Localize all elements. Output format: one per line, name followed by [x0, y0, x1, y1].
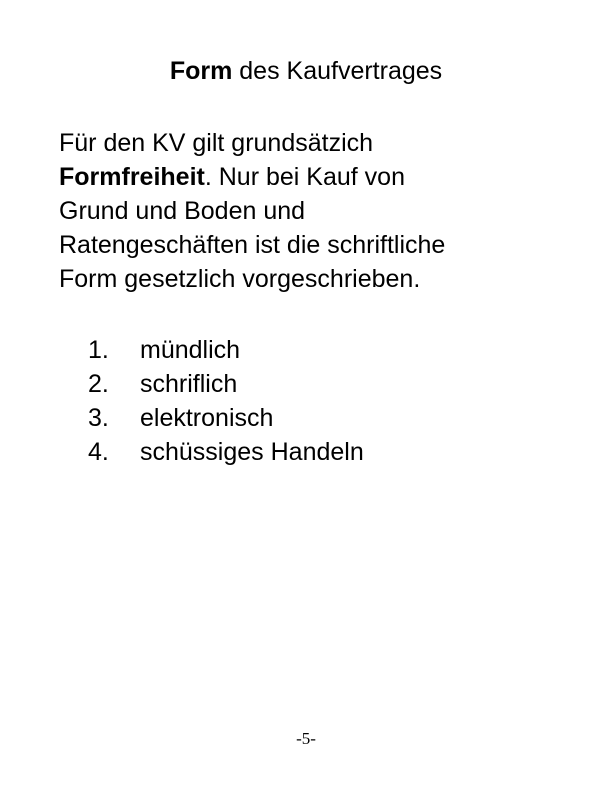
numbered-list [88, 333, 364, 469]
list-text: schriflich [140, 370, 238, 398]
list-number: 2. [88, 370, 109, 398]
paragraph-line-1: Für den KV gilt grundsätzich [59, 129, 374, 157]
list-item [88, 367, 364, 401]
paragraph-line-5: Form gesetzlich vorgeschrieben. [59, 265, 421, 293]
list-text: elektronisch [140, 404, 274, 432]
list-text: schüssiges Handeln [140, 438, 364, 466]
paragraph-line-4: Ratengeschäften ist die schriftliche [59, 231, 446, 259]
list-item [88, 435, 364, 469]
list-item [88, 333, 364, 367]
list-number: 4. [88, 438, 109, 466]
page-number: -5- [296, 729, 316, 748]
paragraph-line-2-rest: . Nur bei Kauf von [204, 163, 405, 191]
list-item [88, 401, 364, 435]
page-title [0, 56, 612, 86]
list-number: 3. [88, 404, 109, 432]
body-paragraph [59, 126, 579, 296]
list-text: mündlich [140, 336, 241, 364]
paragraph-line-3: Grund und Boden und [59, 197, 306, 225]
list-number: 1. [88, 336, 109, 364]
title-rest: des Kaufvertrages [232, 57, 443, 85]
paragraph-bold-term: Formfreiheit [59, 163, 205, 191]
title-bold: Form [169, 57, 233, 85]
